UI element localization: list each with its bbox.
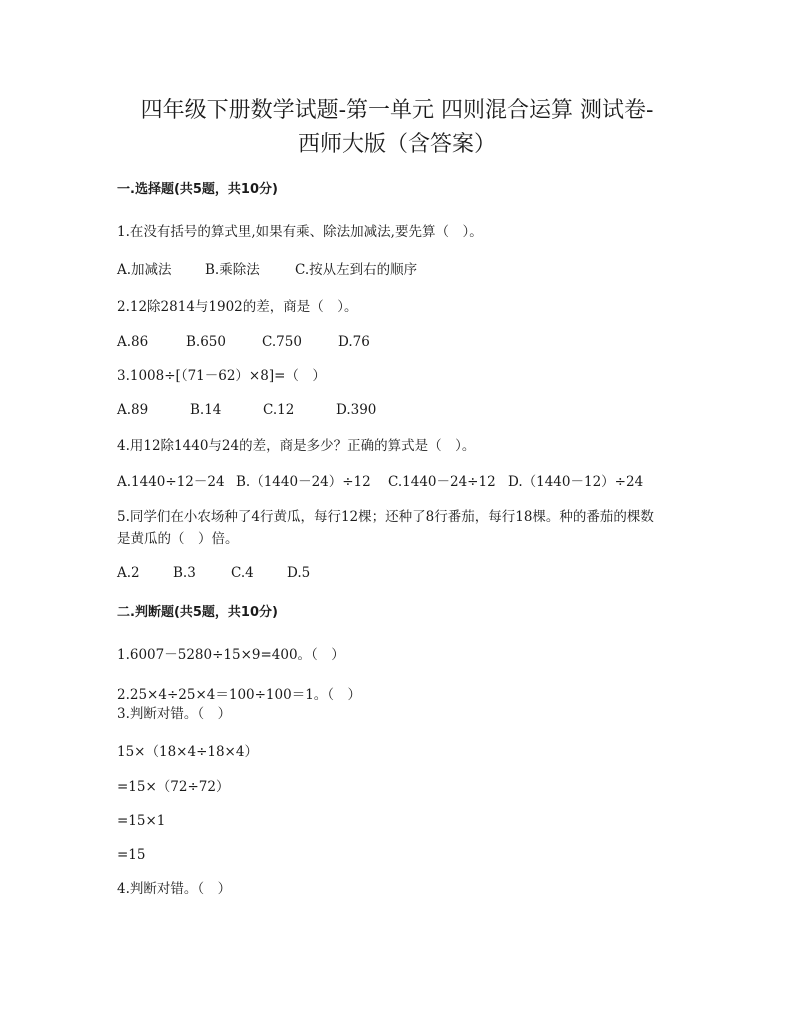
question-5-stem: 5.同学们在小农场种了4行黄瓜，每行12棵；还种了8行番茄，每行18棵。种的番茄的棵数是黄瓜的（ ）倍。 <box>117 509 654 547</box>
option-b: B.14 <box>190 402 222 418</box>
judge-question-1: 1.6007－5280÷15×9=400。（ ） <box>117 647 345 663</box>
judge-question-3-step-4: =15 <box>117 847 146 863</box>
question-1-options <box>117 260 417 280</box>
title-line-1: 四年级下册数学试题-第一单元 四则混合运算 测试卷- <box>140 98 654 123</box>
question-2-stem: 2.12除2814与1902的差，商是（ ）。 <box>117 299 358 315</box>
option-c: C.750 <box>262 334 302 350</box>
option-d: D.390 <box>336 402 377 418</box>
option-a: A.89 <box>117 402 149 418</box>
judge-question-2: 2.25×4÷25×4＝100÷100＝1。（ ） <box>117 687 362 703</box>
option-d: D.5 <box>287 565 311 581</box>
option-d: D.76 <box>338 334 370 350</box>
option-a: A.加减法 <box>117 262 172 278</box>
question-4-options <box>117 472 643 492</box>
option-b: B.650 <box>186 334 226 350</box>
option-b: B.（1440－24）÷12 <box>236 474 371 490</box>
judge-question-3-step-2: =15×（72÷72） <box>117 779 230 795</box>
question-3-options <box>117 400 376 420</box>
option-c: C.1440－24÷12 <box>388 474 496 490</box>
section-2-heading: 二.判断题(共5题，共10分) <box>117 605 278 620</box>
option-c: C.按从左到右的顺序 <box>295 262 418 278</box>
option-a: A.1440÷12－24 <box>117 474 225 490</box>
option-a: A.86 <box>117 334 149 350</box>
question-3-stem: 3.1008÷[（71－62）×8]=（ ） <box>117 368 326 384</box>
option-c: C.4 <box>231 565 254 581</box>
question-4-stem: 4.用12除1440与24的差，商是多少？正确的算式是（ ）。 <box>117 438 476 454</box>
judge-question-4: 4.判断对错。（ ） <box>117 881 232 897</box>
question-2-options <box>117 332 370 352</box>
option-a: A.2 <box>117 565 140 581</box>
judge-question-3-step-1: 15×（18×4÷18×4） <box>117 744 258 760</box>
option-d: D.（1440－12）÷24 <box>508 474 644 490</box>
question-5-options <box>117 563 310 583</box>
question-1-stem: 1.在没有括号的算式里,如果有乘、除法加减法,要先算（ ）。 <box>117 224 483 240</box>
section-1-heading: 一.选择题(共5题，共10分) <box>117 182 278 197</box>
option-c: C.12 <box>263 402 295 418</box>
judge-question-3: 3.判断对错。（ ） <box>117 706 232 722</box>
option-b: B.乘除法 <box>205 262 260 278</box>
judge-question-3-step-3: =15×1 <box>117 813 166 829</box>
option-b: B.3 <box>173 565 196 581</box>
title-line-2: 西师大版（含答案） <box>297 132 496 157</box>
